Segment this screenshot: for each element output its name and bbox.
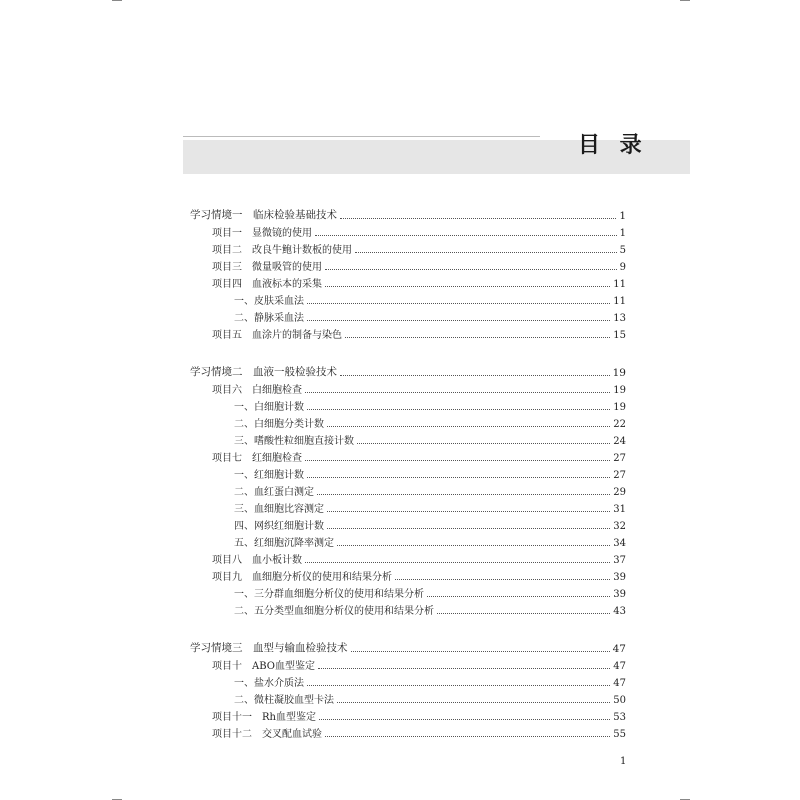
toc-entry-title: 项目八 血小板计数 — [212, 555, 302, 566]
toc-entry-page: 22 — [613, 419, 626, 430]
toc-entry-page: 1 — [619, 210, 626, 222]
toc-entry-page: 19 — [612, 367, 626, 379]
dot-leader — [307, 409, 610, 410]
toc-entry-page: 11 — [613, 279, 626, 290]
toc-project[interactable] — [212, 256, 626, 273]
toc-entry-page: 39 — [613, 589, 626, 600]
toc-entry-page: 1 — [619, 228, 626, 239]
dot-leader — [357, 443, 610, 444]
toc-subitem[interactable] — [234, 515, 626, 532]
toc-entry-page: 27 — [613, 453, 626, 464]
toc-entry-title: 项目三 微量吸管的使用 — [212, 262, 322, 273]
toc-entry-page: 9 — [619, 262, 626, 273]
toc-entry-page: 11 — [613, 296, 626, 307]
toc-subitem[interactable] — [234, 464, 626, 481]
toc-entry-page: 31 — [613, 504, 626, 515]
toc-entry-title: 项目一 显微镜的使用 — [212, 228, 312, 239]
toc-subitem[interactable] — [234, 498, 626, 515]
dot-leader — [437, 613, 610, 614]
toc-entry-page: 47 — [613, 678, 626, 689]
toc-entry-title: 一、白细胞计数 — [234, 402, 304, 413]
dot-leader — [318, 668, 610, 669]
dot-leader — [337, 545, 610, 546]
dot-leader — [307, 477, 610, 478]
toc-entry-title: 二、血红蛋白测定 — [234, 487, 314, 498]
toc-project[interactable] — [212, 239, 626, 256]
toc-entry-page: 37 — [613, 555, 626, 566]
toc-entry-title: 项目六 白细胞检查 — [212, 385, 302, 396]
toc-entry-title: 项目十 ABO血型鉴定 — [212, 661, 315, 672]
dot-leader — [327, 511, 610, 512]
toc-entry-page: 34 — [613, 538, 626, 549]
dot-leader — [307, 303, 610, 304]
toc-chapter[interactable] — [190, 205, 626, 222]
toc-entry-title: 一、三分群血细胞分析仪的使用和结果分析 — [234, 589, 424, 600]
toc-entry-page: 39 — [613, 572, 626, 583]
toc-entry-title: 项目五 血涂片的制备与染色 — [212, 330, 342, 341]
dot-leader — [355, 252, 617, 253]
toc-entry-title: 二、白细胞分类计数 — [234, 419, 324, 430]
toc-entry-title: 一、皮肤采血法 — [234, 296, 304, 307]
toc-project[interactable] — [212, 273, 626, 290]
dot-leader — [325, 286, 610, 287]
toc-entry-page: 19 — [613, 402, 626, 413]
toc-entry-title: 学习情境一 临床检验基础技术 — [190, 209, 337, 221]
toc-entry-title: 学习情境三 血型与输血检验技术 — [190, 642, 348, 654]
toc-subitem[interactable] — [234, 481, 626, 498]
toc-subitem[interactable] — [234, 413, 626, 430]
toc-entry-title: 四、网织红细胞计数 — [234, 521, 324, 532]
dot-leader — [395, 579, 610, 580]
toc-entry-title: 学习情境二 血液一般检验技术 — [190, 366, 337, 378]
toc-entry-page: 15 — [613, 330, 626, 341]
dot-leader — [340, 218, 616, 219]
toc-chapter[interactable] — [190, 362, 626, 379]
toc-entry-title: 项目四 血液标本的采集 — [212, 279, 322, 290]
dot-leader — [325, 269, 617, 270]
page-number: 1 — [620, 756, 627, 767]
toc-entry-title: 一、红细胞计数 — [234, 470, 304, 481]
toc-project[interactable] — [212, 447, 626, 464]
toc-entry-page: 27 — [613, 470, 626, 481]
toc-subitem[interactable] — [234, 430, 626, 447]
dot-leader — [317, 494, 610, 495]
dot-leader — [325, 736, 610, 737]
toc-entry-title: 五、红细胞沉降率测定 — [234, 538, 334, 549]
toc-entry-title: 项目二 改良牛鲍计数板的使用 — [212, 245, 352, 256]
dot-leader — [305, 562, 610, 563]
toc-entry-page: 55 — [613, 729, 626, 740]
toc-entry-page: 43 — [613, 606, 626, 617]
toc-project[interactable] — [212, 566, 626, 583]
toc-entry-title: 三、嗜酸性粒细胞直接计数 — [234, 436, 354, 447]
toc-entry-page: 19 — [613, 385, 626, 396]
dot-leader — [337, 702, 610, 703]
toc-entry-page: 13 — [613, 313, 626, 324]
dot-leader — [315, 235, 617, 236]
toc-entry-page: 32 — [613, 521, 626, 532]
toc-subitem[interactable] — [234, 532, 626, 549]
toc-project[interactable] — [212, 723, 626, 740]
toc-entry-page: 53 — [613, 712, 626, 723]
toc-entry-page: 24 — [613, 436, 626, 447]
dot-leader — [340, 375, 610, 376]
toc-chapter[interactable] — [190, 638, 626, 655]
toc-entry-page: 29 — [613, 487, 626, 498]
toc-entry-title: 项目七 红细胞检查 — [212, 453, 302, 464]
toc-project[interactable] — [212, 706, 626, 723]
page-title: 目 录 — [578, 133, 648, 158]
dot-leader — [307, 685, 610, 686]
dot-leader — [351, 651, 610, 652]
dot-leader — [327, 426, 610, 427]
dot-leader — [305, 460, 610, 461]
toc-project[interactable] — [212, 222, 626, 239]
toc-subitem[interactable] — [234, 689, 626, 706]
dot-leader — [345, 337, 610, 338]
toc-entry-title: 项目九 血细胞分析仪的使用和结果分析 — [212, 572, 392, 583]
toc-subitem[interactable] — [234, 583, 626, 600]
toc-subitem[interactable] — [234, 396, 626, 413]
toc-project[interactable] — [212, 379, 626, 396]
dot-leader — [305, 392, 610, 393]
dot-leader — [307, 320, 610, 321]
toc-entry-title: 二、静脉采血法 — [234, 313, 304, 324]
toc-entry-page: 47 — [613, 661, 626, 672]
toc-entry-title: 三、血细胞比容测定 — [234, 504, 324, 515]
toc-project[interactable] — [212, 655, 626, 672]
toc-entry-page: 5 — [619, 245, 626, 256]
toc-subitem[interactable] — [234, 600, 626, 617]
toc-entry-page: 47 — [612, 643, 626, 655]
toc-entry-title: 二、微柱凝胶血型卡法 — [234, 695, 334, 706]
toc-subitem[interactable] — [234, 307, 626, 324]
toc-entry-title: 项目十一 Rh血型鉴定 — [212, 712, 316, 723]
dot-leader — [427, 596, 610, 597]
toc-entry-page: 50 — [613, 695, 626, 706]
toc-entry-title: 项目十二 交叉配血试验 — [212, 729, 322, 740]
toc-subitem[interactable] — [234, 672, 626, 689]
dot-leader — [319, 719, 610, 720]
dot-leader — [327, 528, 610, 529]
toc-entry-title: 一、盐水介质法 — [234, 678, 304, 689]
toc-project[interactable] — [212, 549, 626, 566]
toc-entry-title: 二、五分类型血细胞分析仪的使用和结果分析 — [234, 606, 434, 617]
toc-project[interactable] — [212, 324, 626, 341]
toc-subitem[interactable] — [234, 290, 626, 307]
